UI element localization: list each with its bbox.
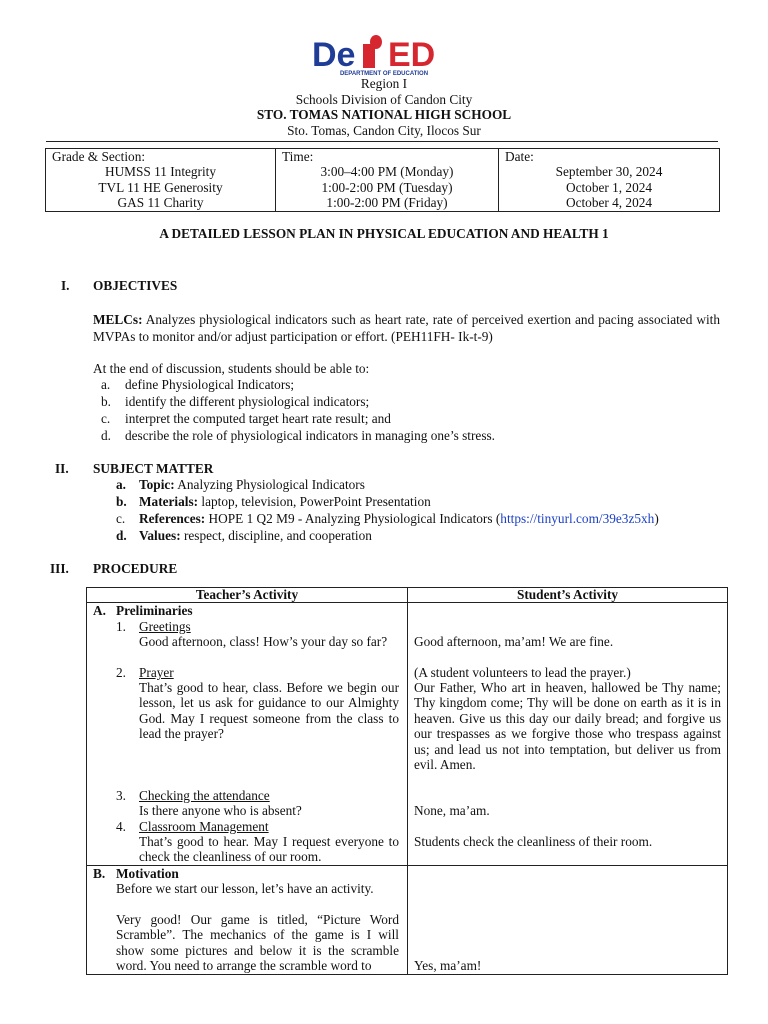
values-label: Values:: [139, 528, 181, 543]
greetings-student-text: Good afternoon, ma’am! We are fine.: [414, 634, 614, 649]
references-letter: c.: [116, 511, 126, 526]
time-2: 1:00-2:00 PM (Tuesday): [321, 179, 453, 195]
class-info-table: [45, 148, 720, 212]
attendance-title: Checking the attendance: [139, 788, 270, 803]
date-1: September 30, 2024: [555, 164, 663, 180]
references-label: References:: [139, 511, 206, 526]
svg-text:ED: ED: [388, 36, 436, 74]
preliminaries-student-cell: [408, 603, 728, 866]
topic-label: Topic:: [139, 477, 175, 492]
attendance-student-text: None, ma’am.: [414, 803, 490, 818]
materials-value: laptop, television, PowerPoint Presentation: [198, 494, 431, 509]
attendance-number: 3.: [116, 788, 126, 803]
preliminaries-teacher-cell: [87, 603, 408, 866]
melcs-label: MELCs:: [93, 312, 143, 327]
objective-letter: b.: [101, 394, 111, 409]
motivation-teacher-cell: [87, 866, 408, 975]
objective-letter: c.: [101, 411, 111, 426]
section-1: HUMSS 11 Integrity: [104, 164, 217, 180]
classroom-mgmt-title: Classroom Management: [139, 819, 269, 834]
section-3: GAS 11 Charity: [117, 195, 204, 211]
materials-line: [139, 494, 431, 511]
prayer-title: Prayer: [139, 665, 174, 680]
student-activity-header: Student’s Activity: [408, 588, 728, 603]
date-cell: [499, 149, 720, 212]
section-2: TVL 11 HE Generosity: [98, 179, 223, 195]
references-link[interactable]: https://tinyurl.com/39e3z5xh: [500, 511, 655, 526]
greetings-teacher-text: Good afternoon, class! How’s your day so far?: [139, 634, 388, 649]
school-name: STO. TOMAS NATIONAL HIGH SCHOOL: [256, 107, 512, 122]
section-a-label: A.: [93, 603, 106, 618]
time-cell: [276, 149, 499, 212]
time-label: Time:: [282, 149, 314, 164]
grade-section-cell: [46, 149, 276, 212]
preliminaries-title: Preliminaries: [116, 603, 193, 618]
grade-section-label: Grade & Section:: [52, 149, 146, 164]
values-line: [139, 528, 372, 545]
subject-matter-number: II.: [55, 461, 69, 476]
objective-item: define Physiological Indicators;: [125, 377, 295, 392]
subject-matter-heading: SUBJECT MATTER: [93, 461, 214, 476]
values-letter: d.: [116, 528, 127, 543]
topic-letter: a.: [116, 477, 126, 492]
classroom-mgmt-student-text: Students check the cleanliness of their room.: [414, 834, 653, 849]
objective-item: interpret the computed target heart rate result; and: [125, 411, 391, 426]
procedure-heading: PROCEDURE: [93, 561, 178, 576]
classroom-mgmt-teacher-text: That’s good to hear. May I request everyone to check the cleanliness of our room.: [139, 834, 399, 865]
objective-letter: a.: [101, 377, 111, 392]
objectives-number: I.: [61, 278, 70, 293]
materials-letter: b.: [116, 494, 127, 509]
lesson-plan-title: A DETAILED LESSON PLAN IN PHYSICAL EDUCATION AND HEALTH 1: [159, 226, 609, 241]
date-label: Date:: [505, 149, 534, 164]
motivation-student-text: Yes, ma’am!: [414, 958, 482, 973]
procedure-number: III.: [50, 561, 69, 576]
classroom-mgmt-number: 4.: [116, 819, 126, 834]
svg-text:De: De: [312, 36, 356, 74]
objectives-intro: At the end of discussion, students should be able to:: [93, 361, 370, 376]
prayer-student-text: Our Father, Who art in heaven, hallowed be Thy name; Thy kingdom come; Thy will be done on earth as it is in heaven. Give us this day our daily bread; and forgive us our trespasses as we forgive those who trespass against us; and lead us not into temptation, but deliver us from evil. Amen.: [414, 680, 721, 773]
motivation-title: Motivation: [116, 866, 179, 881]
objective-item: identify the different physiological indicators;: [125, 394, 370, 409]
attendance-teacher-text: Is there anyone who is absent?: [139, 803, 302, 818]
time-3: 1:00-2:00 PM (Friday): [326, 195, 448, 211]
prayer-teacher-text: That’s good to hear, class. Before we begin our lesson, let us ask for guidance to our Almighty God. May I request someone from the class to lead the prayer?: [139, 680, 399, 742]
references-line: [139, 511, 659, 528]
motivation-teacher-text-2: Very good! Our game is titled, “Picture Word Scramble”. The mechanics of the game is I will show some pictures and below it is the scramble word. You need to arrange the scramble word to: [116, 912, 399, 974]
objectives-heading: OBJECTIVES: [93, 278, 178, 293]
section-b-label: B.: [93, 866, 106, 881]
teacher-activity-header: Teacher’s Activity: [87, 588, 408, 603]
values-value: respect, discipline, and cooperation: [180, 528, 372, 543]
deped-logo: [0, 34, 768, 78]
references-value: HOPE 1 Q2 M9 - Analyzing Physiological Indicators (: [205, 511, 501, 526]
greetings-title: Greetings: [139, 619, 191, 634]
header-divider: [46, 141, 718, 142]
melcs-text: Analyzes physiological indicators such as heart rate, rate of perceived exertion and pacing associated with MVPAs to monitor and/or adjust participation or effort. (PEH11FH- Ik-t-9): [93, 312, 720, 344]
topic-value: Analyzing Physiological Indicators: [174, 477, 365, 492]
prayer-number: 2.: [116, 665, 126, 680]
objective-item: describe the role of physiological indicators in managing one’s stress.: [125, 428, 496, 443]
references-close: ): [654, 511, 659, 526]
date-3: October 4, 2024: [565, 195, 653, 211]
procedure-table: [86, 587, 728, 975]
objective-letter: d.: [101, 428, 111, 443]
time-1: 3:00–4:00 PM (Monday): [320, 164, 454, 180]
division: Schools Division of Candon City: [295, 92, 473, 107]
materials-label: Materials:: [139, 494, 199, 509]
topic-line: [139, 477, 365, 494]
date-2: October 1, 2024: [565, 179, 653, 195]
prayer-student-note: (A student volunteers to lead the prayer.): [414, 665, 631, 680]
region: Region I: [360, 76, 408, 91]
motivation-student-cell: [408, 866, 728, 975]
greetings-number: 1.: [116, 619, 126, 634]
logo-subtext: DEPARTMENT OF EDUCATION: [339, 71, 429, 77]
melcs-paragraph: [93, 311, 720, 345]
motivation-teacher-text-1: Before we start our lesson, let’s have an activity.: [116, 881, 374, 896]
school-address: Sto. Tomas, Candon City, Ilocos Sur: [287, 123, 481, 138]
